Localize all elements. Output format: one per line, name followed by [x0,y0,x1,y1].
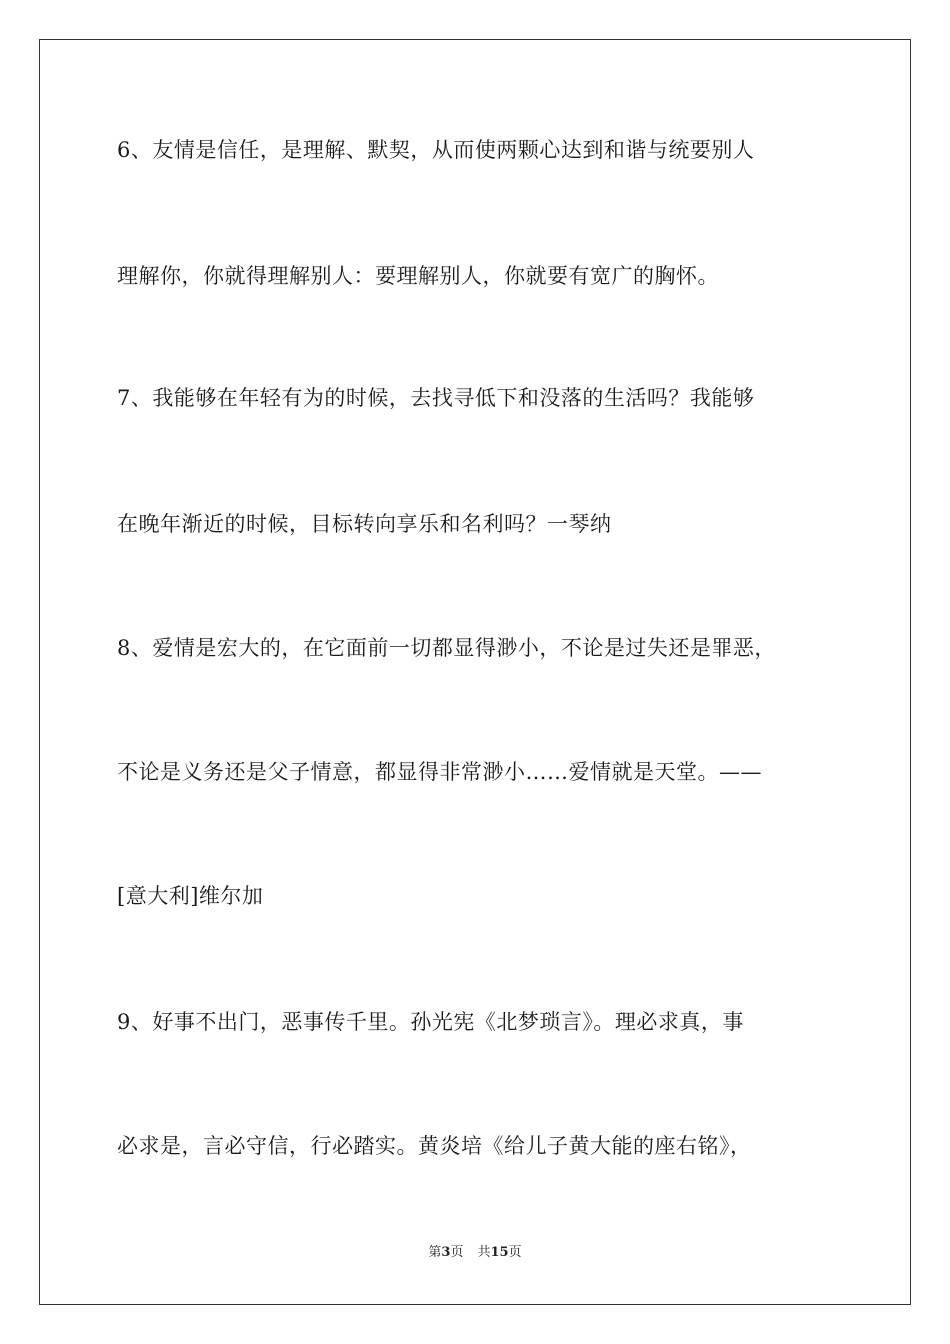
text-line-6: 不论是义务还是父子情意，都显得非常渺小……爱情就是天堂。—— [117,760,762,784]
text-line-5: 8、爱情是宏大的，在它面前一切都显得渺小，不论是过失还是罪恶， [117,636,776,660]
page-label-suffix: 页 [450,1245,464,1260]
page-border [39,39,911,1305]
text-line-3: 7、我能够在年轻有为的时候，去找寻低下和没落的生活吗？我能够 [117,386,755,410]
text-line-9: 必求是，言必守信，行必踏实。黄炎培《给儿子黄大能的座右铭》， [117,1134,752,1158]
total-label-suffix: 页 [508,1245,522,1260]
current-page-number: 3 [441,1245,451,1260]
total-label-prefix: 共 [477,1245,491,1260]
text-line-2: 理解你，你就得理解别人：要理解别人，你就要有宽广的胸怀。 [117,264,719,288]
total-pages-number: 15 [490,1245,509,1260]
page-label-prefix: 第 [428,1245,442,1260]
text-line-8: 9、好事不出门，恶事传千里。孙光宪《北梦琐言》。理必求真，事 [117,1010,744,1034]
text-line-1: 6、友情是信任，是理解、默契，从而使两颗心达到和谐与统要别人 [117,138,755,162]
page-footer [0,1244,950,1262]
text-line-4: 在晚年渐近的时候，目标转向享乐和名利吗？一琴纳 [117,512,612,536]
text-line-7: [意大利]维尔加 [117,884,264,908]
